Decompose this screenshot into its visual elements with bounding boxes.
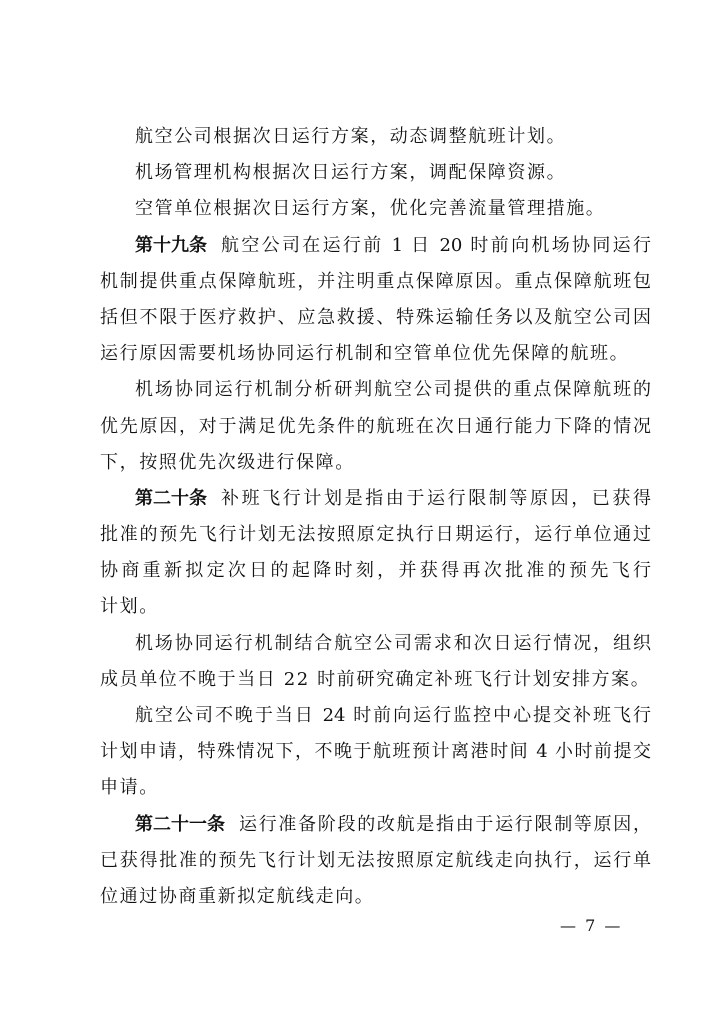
article-heading: 第二十条 [135,487,207,509]
text-line [100,807,651,843]
line-text: 计划。 [100,596,159,618]
line-text: 成员单位不晚于当日 22 时前研究确定补班飞行计划安排方案。 [100,668,651,690]
text-line [100,409,651,445]
line-text: 批准的预先飞行计划无法按照原定执行日期运行，运行单位通过 [100,524,651,546]
text-line [100,336,651,372]
text-line [100,228,651,264]
text-line [100,698,651,734]
line-text: 机场协同运行机制结合航空公司需求和次日运行情况，组织 [135,632,651,654]
line-text: 机场管理机构根据次日运行方案，调配保障资源。 [135,162,567,184]
line-text: 运行准备阶段的改航是指由于运行限制等原因， [239,813,651,835]
line-text: 优先原因，对于满足优先条件的航班在次日通行能力下降的情况 [100,415,651,437]
line-text: 协商重新拟定次日的起降时刻，并获得再次批准的预先飞行 [100,560,651,582]
line-text: 补班飞行计划是指由于运行限制等原因，已获得 [221,487,651,509]
document-body [100,119,651,915]
line-text: 运行原因需要机场协同运行机制和空管单位优先保障的航班。 [100,343,630,365]
text-line [100,300,651,336]
line-text: 航空公司在运行前 1 日 20 时前向机场协同运行 [221,234,651,256]
line-text: 机场协同运行机制分析研判航空公司提供的重点保障航班的 [135,379,651,401]
line-text: 航空公司根据次日运行方案，动态调整航班计划。 [135,126,567,147]
line-text: 已获得批准的预先飞行计划无法按照原定航线走向执行，运行单 [100,849,651,871]
line-text: 下，按照优先次级进行保障。 [100,451,355,473]
line-text: 括但不限于医疗救护、应急救援、特殊运输任务以及航空公司因 [100,306,651,328]
text-line [100,372,651,408]
line-text: 空管单位根据次日运行方案，优化完善流量管理措施。 [135,198,606,220]
line-text: 航空公司不晚于当日 24 时前向运行监控中心提交补班飞行 [135,705,651,726]
article-heading: 第十九条 [135,234,207,256]
text-line [100,770,651,806]
line-text: 机制提供重点保障航班，并注明重点保障原因。重点保障航班包 [100,270,651,292]
text-line [100,119,651,155]
text-line [100,445,651,481]
text-line [100,626,651,662]
page-number: — 7 — [560,916,623,935]
article-heading: 第二十一条 [135,813,225,835]
text-line [100,517,651,553]
text-line [100,589,651,625]
line-text: 计划申请，特殊情况下，不晚于航班预计离港时间 4 小时前提交 [100,741,651,763]
line-text: 申请。 [100,777,159,799]
text-line [100,843,651,879]
text-line [100,155,651,191]
text-line [100,481,651,517]
text-line [100,734,651,770]
text-line [100,191,651,227]
text-line [100,879,651,915]
text-line [100,553,651,589]
text-line [100,662,651,698]
line-text: 位通过协商重新拟定航线走向。 [100,885,375,907]
text-line [100,264,651,300]
